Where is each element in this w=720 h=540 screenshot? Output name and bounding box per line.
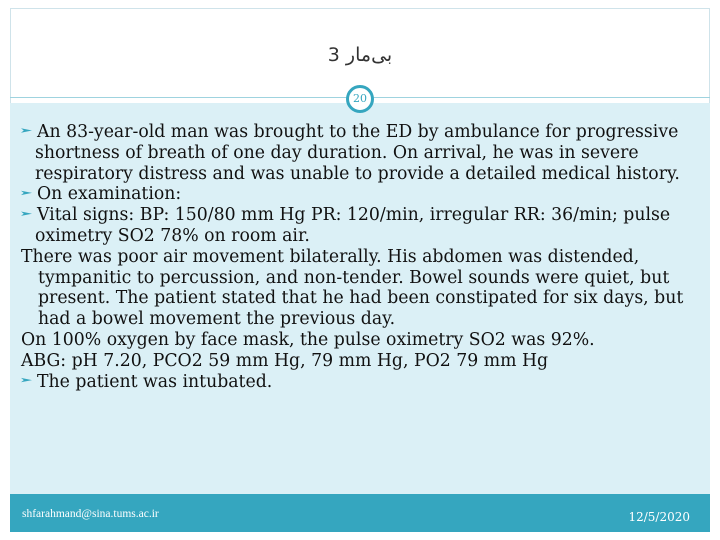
paragraph-5: On 100% oxygen by face mask, the pulse oximetry SO2 was 92%. [21,329,595,350]
slide-title: بی‌مار 3 [327,44,393,66]
bullet-paragraph-1: An 83-year-old man was brought to the ED by ambulance for progressive shortness of breath of one day duration. On arrival, he was in severe respiratory distress and was unable to provide a detailed medical history. [21,122,691,184]
bullet-paragraph-2: On examination: [21,184,691,205]
bullet-paragraph-3: Vital signs: BP: 150/80 mm Hg PR: 120/min, irregular RR: 36/min; pulse oximetry SO2 78% on room air. [21,205,691,247]
bullet-paragraph-7: The patient was intubated. [21,372,691,393]
footer-date: 12/5/2020 [628,510,690,524]
page-number-badge: 20 [346,85,374,113]
paragraph-4: There was poor air movement bilaterally. His abdomen was distended, tympanitic to percussion, and non-tender. Bowel sounds were quiet, but present. The patient stated that he had been constipated for six days, but had a bowel movement the previous day. [21,246,684,330]
slide-body [21,122,691,392]
footer-email: shfarahmand@sina.tums.ac.ir [22,508,159,520]
paragraph-6: ABG: pH 7.20, PCO2 59 mm Hg, 79 mm Hg, PO2 79 mm Hg [21,350,549,371]
